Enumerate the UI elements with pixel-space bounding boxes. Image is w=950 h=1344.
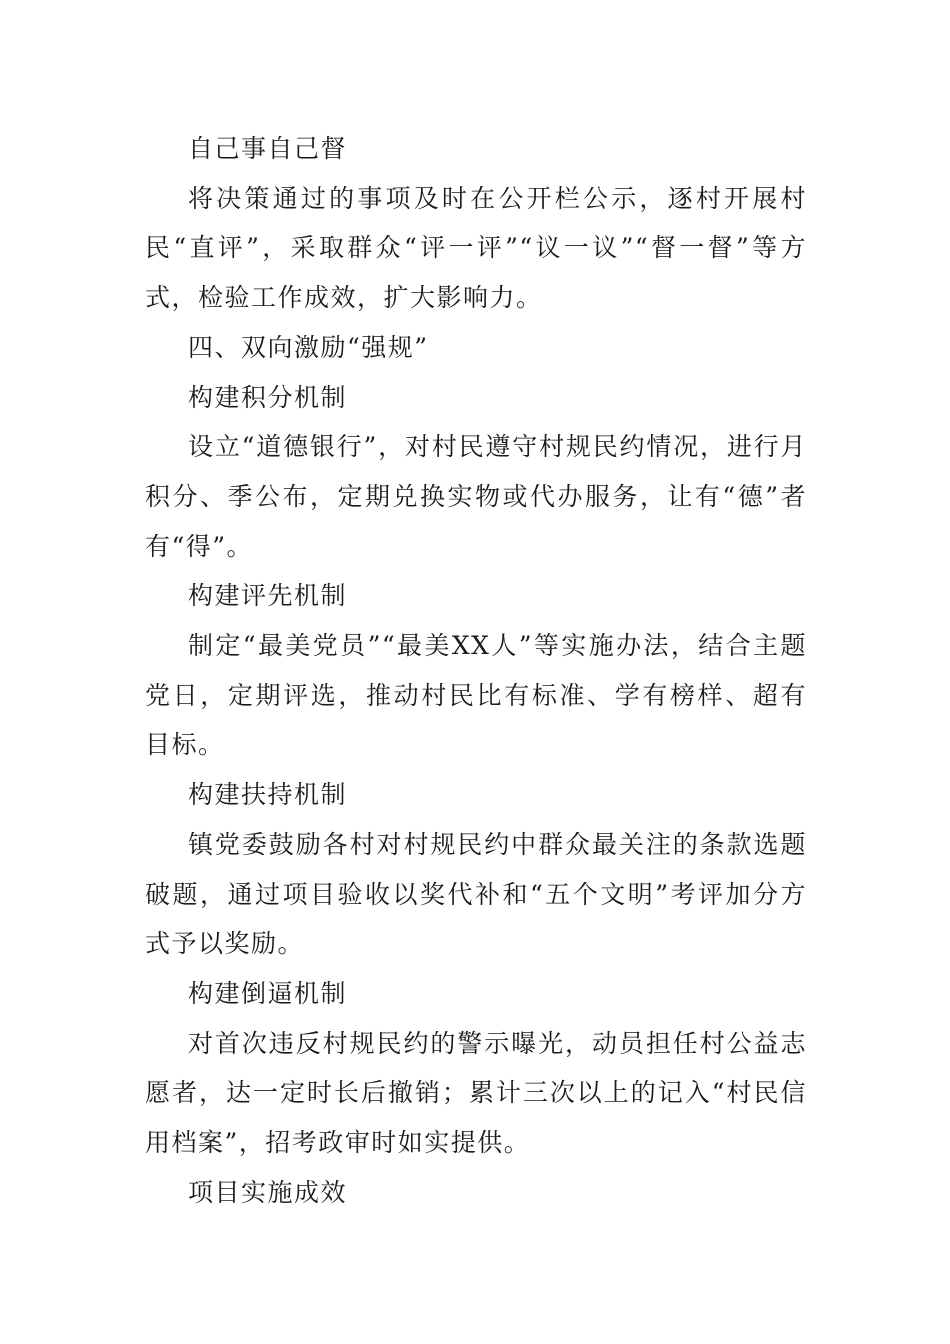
- body-paragraph: 设立“道德银行”，对村民遵守村规民约情况，进行月积分、季公布，定期兑换实物或代办服务，让有“德”者有“得”。: [145, 432, 807, 561]
- section-heading: 构建评先机制: [188, 581, 348, 611]
- body-paragraph: 将决策通过的事项及时在公开栏公示，逐村开展村民“直评”，采取群众“评一评”“议一议”“督一督”等方式，检验工作成效，扩大影响力。: [145, 183, 807, 313]
- section-heading: 构建积分机制: [188, 382, 348, 412]
- body-paragraph: 镇党委鼓励各村对村规民约中群众最关注的条款选题破题，通过项目验收以奖代补和“五个文明”考评加分方式予以奖励。: [145, 829, 807, 959]
- body-paragraph: 对首次违反村规民约的警示曝光，动员担任村公益志愿者，达一定时长后撤销；累计三次以上的记入“村民信用档案”，招考政审时如实提供。: [145, 1028, 807, 1158]
- section-heading: 构建倒逼机制: [188, 978, 348, 1008]
- document-body: [145, 124, 807, 1217]
- section-heading: 四、双向激励“强规”: [188, 332, 429, 362]
- section-heading: 构建扶持机制: [188, 780, 348, 810]
- section-heading: 项目实施成效: [188, 1177, 348, 1207]
- body-paragraph: 制定“最美党员”“最美XX人”等实施办法，结合主题党日，定期评选，推动村民比有标准、学有榜样、超有目标。: [145, 631, 807, 760]
- section-heading: 自己事自己督: [188, 134, 348, 163]
